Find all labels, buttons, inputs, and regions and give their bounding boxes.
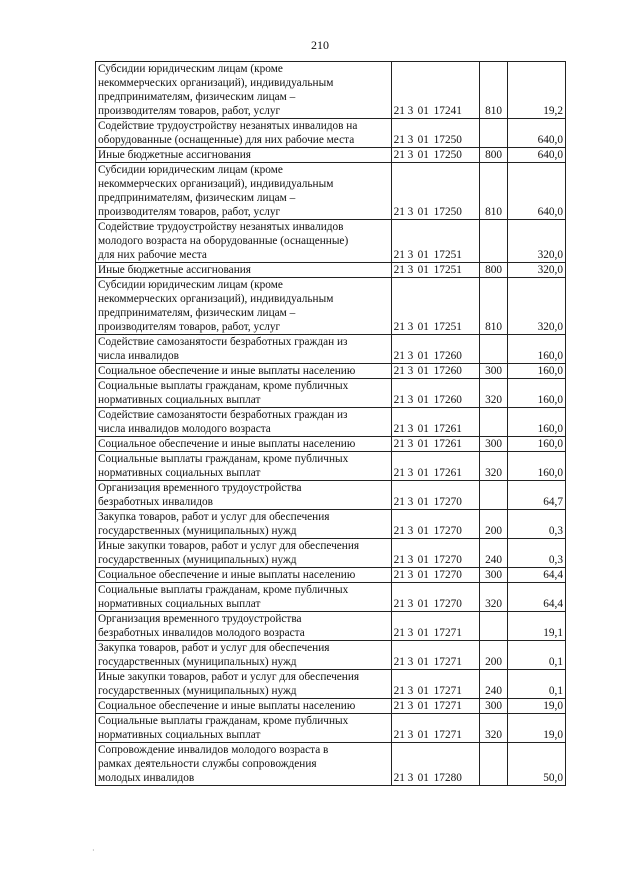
row-code-part: 21	[393, 105, 405, 117]
row-code-part: 01	[417, 496, 429, 508]
row-code-part: 21	[393, 423, 405, 435]
row-expense-type-cell	[480, 481, 508, 510]
row-code-part: 17250	[433, 206, 462, 218]
table-row	[96, 263, 566, 278]
row-sum-cell: 19,0	[507, 714, 565, 743]
row-name-line: государственных (муниципальных) нужд	[98, 685, 297, 697]
row-code-part: 01	[417, 772, 429, 784]
row-expense-type-cell: 300	[480, 699, 508, 714]
row-sum-cell: 640,0	[507, 119, 565, 148]
row-name-line: нормативных социальных выплат	[98, 598, 261, 610]
table-row	[96, 583, 566, 612]
row-code-part: 17270	[433, 525, 462, 537]
row-code-part: 3	[407, 350, 414, 362]
table-row	[96, 278, 566, 335]
row-code-part: 21	[393, 685, 405, 697]
row-code-part: 3	[407, 467, 414, 479]
row-code-part: 01	[417, 249, 429, 261]
row-code-part: 21	[393, 656, 405, 668]
row-code-part: 01	[417, 729, 429, 741]
row-sum-cell: 19,1	[507, 612, 565, 641]
row-code-cell	[391, 481, 480, 510]
row-sum-cell: 19,0	[507, 699, 565, 714]
row-code-part: 21	[393, 627, 405, 639]
row-name-line: Иные закупки товаров, работ и услуг для обеспечения	[98, 540, 360, 552]
row-code-cell	[391, 568, 480, 583]
row-name-line: Закупка товаров, работ и услуг для обеспечения	[98, 642, 330, 654]
row-code-part: 17270	[433, 569, 462, 581]
row-name-line: для них рабочие места	[98, 249, 207, 261]
row-code-part: 3	[407, 438, 414, 450]
row-code-part: 17271	[433, 656, 462, 668]
row-name-cell	[96, 263, 392, 278]
row-code-part: 21	[393, 554, 405, 566]
row-name-line: некоммерческих организаций), индивидуальным	[98, 77, 334, 89]
row-sum-cell: 0,1	[507, 670, 565, 699]
row-code-cell	[391, 62, 480, 119]
row-name-line: нормативных социальных выплат	[98, 729, 261, 741]
row-name-line: Содействие самозанятости безработных граждан из	[98, 336, 348, 348]
table-row	[96, 670, 566, 699]
row-code-part: 17270	[433, 496, 462, 508]
row-name-line: Организация временного трудоустройства	[98, 613, 302, 625]
row-code-part: 01	[417, 685, 429, 697]
row-code-part: 01	[417, 149, 429, 161]
row-code-part: 3	[407, 627, 414, 639]
row-name-line: Социальное обеспечение и иные выплаты населению	[98, 438, 356, 450]
row-name-cell	[96, 163, 392, 220]
table-row	[96, 379, 566, 408]
row-name-cell	[96, 408, 392, 437]
row-expense-type-cell: 800	[480, 263, 508, 278]
row-name-line: Субсидии юридическим лицам (кроме	[98, 279, 283, 291]
row-code-part: 3	[407, 105, 414, 117]
row-name-line: производителям товаров, работ, услуг	[98, 105, 281, 117]
row-code-part: 21	[393, 206, 405, 218]
row-expense-type-cell: 300	[480, 568, 508, 583]
row-code-part: 3	[407, 423, 414, 435]
table-row	[96, 699, 566, 714]
row-code-part: 01	[417, 525, 429, 537]
row-name-cell	[96, 335, 392, 364]
table-row	[96, 335, 566, 364]
row-sum-cell: 640,0	[507, 148, 565, 163]
row-code-part: 01	[417, 134, 429, 146]
table-row	[96, 119, 566, 148]
row-code-cell	[391, 335, 480, 364]
row-code-part: 17251	[433, 321, 462, 333]
row-name-cell	[96, 220, 392, 263]
row-name-line: государственных (муниципальных) нужд	[98, 656, 297, 668]
row-expense-type-cell: 240	[480, 539, 508, 568]
row-code-part: 3	[407, 685, 414, 697]
row-name-line: оборудованные (оснащенные) для них рабочие места	[98, 134, 355, 146]
budget-table-body	[96, 62, 566, 786]
row-name-line: государственных (муниципальных) нужд	[98, 554, 297, 566]
row-name-line: рамках деятельности службы сопровождения	[98, 758, 317, 770]
row-sum-cell: 64,4	[507, 583, 565, 612]
row-code-cell	[391, 699, 480, 714]
row-name-line: нормативных социальных выплат	[98, 467, 261, 479]
row-code-cell	[391, 163, 480, 220]
row-name-cell	[96, 481, 392, 510]
row-sum-cell: 160,0	[507, 335, 565, 364]
row-code-part: 21	[393, 598, 405, 610]
row-name-cell	[96, 583, 392, 612]
row-sum-cell: 50,0	[507, 743, 565, 786]
row-code-cell	[391, 278, 480, 335]
row-code-part: 3	[407, 321, 414, 333]
row-code-part: 3	[407, 134, 414, 146]
row-expense-type-cell	[480, 408, 508, 437]
row-code-cell	[391, 743, 480, 786]
row-code-part: 21	[393, 365, 405, 377]
row-sum-cell: 320,0	[507, 263, 565, 278]
row-code-part: 01	[417, 350, 429, 362]
row-name-cell	[96, 364, 392, 379]
row-code-part: 3	[407, 598, 414, 610]
row-code-part: 17250	[433, 149, 462, 161]
row-code-part: 3	[407, 206, 414, 218]
row-code-part: 17271	[433, 685, 462, 697]
row-sum-cell: 0,1	[507, 641, 565, 670]
row-expense-type-cell: 300	[480, 364, 508, 379]
table-row	[96, 148, 566, 163]
row-code-part: 21	[393, 149, 405, 161]
row-code-part: 21	[393, 496, 405, 508]
row-code-part: 17261	[433, 467, 462, 479]
row-code-part: 3	[407, 149, 414, 161]
row-name-line: Социальное обеспечение и иные выплаты населению	[98, 700, 356, 712]
row-code-part: 01	[417, 264, 429, 276]
row-code-part: 17261	[433, 423, 462, 435]
row-expense-type-cell: 200	[480, 510, 508, 539]
row-code-part: 01	[417, 321, 429, 333]
row-name-cell	[96, 119, 392, 148]
row-code-part: 01	[417, 438, 429, 450]
row-expense-type-cell: 320	[480, 379, 508, 408]
table-row	[96, 452, 566, 481]
row-code-part: 21	[393, 438, 405, 450]
row-code-cell	[391, 364, 480, 379]
row-expense-type-cell	[480, 335, 508, 364]
row-expense-type-cell: 800	[480, 148, 508, 163]
row-code-part: 3	[407, 365, 414, 377]
row-code-part: 01	[417, 627, 429, 639]
row-code-part: 3	[407, 729, 414, 741]
table-row	[96, 539, 566, 568]
row-code-cell	[391, 583, 480, 612]
row-expense-type-cell: 810	[480, 278, 508, 335]
row-code-cell	[391, 452, 480, 481]
budget-table	[95, 61, 566, 786]
row-name-line: некоммерческих организаций), индивидуальным	[98, 293, 334, 305]
row-code-part: 21	[393, 394, 405, 406]
row-sum-cell: 0,3	[507, 510, 565, 539]
row-name-line: предпринимателям, физическим лицам –	[98, 192, 296, 204]
row-code-part: 01	[417, 467, 429, 479]
row-name-cell	[96, 148, 392, 163]
row-name-line: Содействие самозанятости безработных граждан из	[98, 409, 348, 421]
row-sum-cell: 160,0	[507, 379, 565, 408]
row-code-cell	[391, 539, 480, 568]
row-name-line: Иные бюджетные ассигнования	[98, 264, 251, 276]
row-name-line: Социальные выплаты гражданам, кроме публичных	[98, 380, 349, 392]
row-name-cell	[96, 452, 392, 481]
table-row	[96, 510, 566, 539]
row-sum-cell: 160,0	[507, 364, 565, 379]
table-row	[96, 641, 566, 670]
row-name-cell	[96, 641, 392, 670]
row-code-part: 01	[417, 206, 429, 218]
row-code-part: 21	[393, 467, 405, 479]
row-name-cell	[96, 437, 392, 452]
row-code-cell	[391, 641, 480, 670]
row-code-part: 21	[393, 700, 405, 712]
row-sum-cell: 64,7	[507, 481, 565, 510]
row-sum-cell: 64,4	[507, 568, 565, 583]
row-code-part: 3	[407, 700, 414, 712]
row-code-cell	[391, 263, 480, 278]
row-expense-type-cell: 240	[480, 670, 508, 699]
row-code-cell	[391, 510, 480, 539]
row-expense-type-cell: 810	[480, 163, 508, 220]
row-code-part: 21	[393, 350, 405, 362]
row-sum-cell: 19,2	[507, 62, 565, 119]
row-expense-type-cell	[480, 743, 508, 786]
row-name-cell	[96, 379, 392, 408]
row-name-cell	[96, 539, 392, 568]
row-code-part: 21	[393, 729, 405, 741]
table-row	[96, 568, 566, 583]
row-code-cell	[391, 670, 480, 699]
row-name-line: Иные закупки товаров, работ и услуг для обеспечения	[98, 671, 360, 683]
table-row	[96, 408, 566, 437]
table-row	[96, 163, 566, 220]
row-code-part: 17260	[433, 394, 462, 406]
row-expense-type-cell: 320	[480, 714, 508, 743]
row-code-part: 21	[393, 249, 405, 261]
row-expense-type-cell	[480, 119, 508, 148]
row-name-line: Социальное обеспечение и иные выплаты населению	[98, 569, 356, 581]
row-name-line: Сопровождение инвалидов молодого возраста в	[98, 744, 329, 756]
row-name-line: Иные бюджетные ассигнования	[98, 149, 251, 161]
table-row	[96, 481, 566, 510]
row-code-part: 3	[407, 264, 414, 276]
row-expense-type-cell: 320	[480, 583, 508, 612]
row-name-cell	[96, 699, 392, 714]
row-code-part: 17260	[433, 365, 462, 377]
row-name-line: Социальные выплаты гражданам, кроме публичных	[98, 584, 349, 596]
row-sum-cell: 640,0	[507, 163, 565, 220]
row-code-part: 17260	[433, 350, 462, 362]
row-name-cell	[96, 278, 392, 335]
row-code-cell	[391, 148, 480, 163]
row-code-part: 01	[417, 700, 429, 712]
row-name-line: нормативных социальных выплат	[98, 394, 261, 406]
row-code-part: 17270	[433, 598, 462, 610]
row-code-part: 01	[417, 105, 429, 117]
row-expense-type-cell: 320	[480, 452, 508, 481]
row-code-part: 01	[417, 656, 429, 668]
row-code-part: 17271	[433, 700, 462, 712]
row-code-part: 17261	[433, 438, 462, 450]
row-code-part: 21	[393, 264, 405, 276]
row-name-line: Социальное обеспечение и иные выплаты населению	[98, 365, 356, 377]
row-name-line: производителям товаров, работ, услуг	[98, 206, 281, 218]
row-expense-type-cell: 810	[480, 62, 508, 119]
row-name-cell	[96, 714, 392, 743]
row-name-line: Содействие трудоустройству незанятых инвалидов на	[98, 120, 358, 132]
row-code-part: 17241	[433, 105, 462, 117]
row-code-part: 01	[417, 423, 429, 435]
table-row	[96, 220, 566, 263]
scan-mark: ·	[92, 846, 95, 855]
row-code-cell	[391, 612, 480, 641]
row-sum-cell: 160,0	[507, 408, 565, 437]
row-name-line: Субсидии юридическим лицам (кроме	[98, 164, 283, 176]
row-name-line: безработных инвалидов	[98, 496, 213, 508]
row-code-part: 01	[417, 598, 429, 610]
row-sum-cell: 160,0	[507, 437, 565, 452]
row-code-part: 21	[393, 525, 405, 537]
row-code-part: 01	[417, 569, 429, 581]
row-code-part: 17271	[433, 627, 462, 639]
row-name-line: молодых инвалидов	[98, 772, 195, 784]
row-code-part: 17251	[433, 249, 462, 261]
row-code-part: 3	[407, 656, 414, 668]
row-code-part: 21	[393, 321, 405, 333]
row-code-part: 21	[393, 772, 405, 784]
row-code-part: 17251	[433, 264, 462, 276]
row-name-cell	[96, 743, 392, 786]
row-name-line: производителям товаров, работ, услуг	[98, 321, 281, 333]
row-name-line: Содействие трудоустройству незанятых инвалидов	[98, 221, 344, 233]
row-expense-type-cell: 300	[480, 437, 508, 452]
row-name-cell	[96, 62, 392, 119]
row-code-part: 3	[407, 249, 414, 261]
row-code-part: 21	[393, 134, 405, 146]
row-name-line: Закупка товаров, работ и услуг для обеспечения	[98, 511, 330, 523]
table-row	[96, 62, 566, 119]
row-name-line: предпринимателям, физическим лицам –	[98, 307, 296, 319]
row-name-line: числа инвалидов	[98, 350, 180, 362]
row-code-part: 3	[407, 525, 414, 537]
row-sum-cell: 320,0	[507, 278, 565, 335]
row-code-part: 17250	[433, 134, 462, 146]
row-code-part: 3	[407, 554, 414, 566]
row-name-line: молодого возраста на оборудованные (оснащенные)	[98, 235, 349, 247]
table-row	[96, 612, 566, 641]
row-code-part: 21	[393, 569, 405, 581]
row-code-part: 3	[407, 772, 414, 784]
row-code-part: 01	[417, 365, 429, 377]
row-name-line: Субсидии юридическим лицам (кроме	[98, 63, 283, 75]
row-code-cell	[391, 119, 480, 148]
row-code-part: 01	[417, 394, 429, 406]
row-expense-type-cell	[480, 612, 508, 641]
row-expense-type-cell: 200	[480, 641, 508, 670]
row-code-part: 3	[407, 394, 414, 406]
row-name-line: Социальные выплаты гражданам, кроме публичных	[98, 453, 349, 465]
row-code-cell	[391, 714, 480, 743]
row-code-part: 01	[417, 554, 429, 566]
row-sum-cell: 0,3	[507, 539, 565, 568]
row-code-cell	[391, 437, 480, 452]
row-name-line: числа инвалидов молодого возраста	[98, 423, 271, 435]
row-code-part: 17270	[433, 554, 462, 566]
row-code-part: 3	[407, 496, 414, 508]
row-code-cell	[391, 379, 480, 408]
row-name-line: государственных (муниципальных) нужд	[98, 525, 297, 537]
row-name-line: безработных инвалидов молодого возраста	[98, 627, 305, 639]
table-row	[96, 437, 566, 452]
row-code-part: 17271	[433, 729, 462, 741]
row-expense-type-cell	[480, 220, 508, 263]
page-number: 210	[311, 38, 329, 52]
table-row	[96, 714, 566, 743]
row-sum-cell: 320,0	[507, 220, 565, 263]
row-name-line: некоммерческих организаций), индивидуальным	[98, 178, 334, 190]
row-name-line: предпринимателям, физическим лицам –	[98, 91, 296, 103]
row-code-cell	[391, 220, 480, 263]
row-name-cell	[96, 568, 392, 583]
table-row	[96, 743, 566, 786]
row-code-part: 3	[407, 569, 414, 581]
row-name-cell	[96, 670, 392, 699]
row-sum-cell: 160,0	[507, 452, 565, 481]
row-name-cell	[96, 612, 392, 641]
row-name-line: Организация временного трудоустройства	[98, 482, 302, 494]
row-code-part: 17280	[433, 772, 462, 784]
row-name-cell	[96, 510, 392, 539]
row-name-line: Социальные выплаты гражданам, кроме публичных	[98, 715, 349, 727]
table-row	[96, 364, 566, 379]
row-code-cell	[391, 408, 480, 437]
